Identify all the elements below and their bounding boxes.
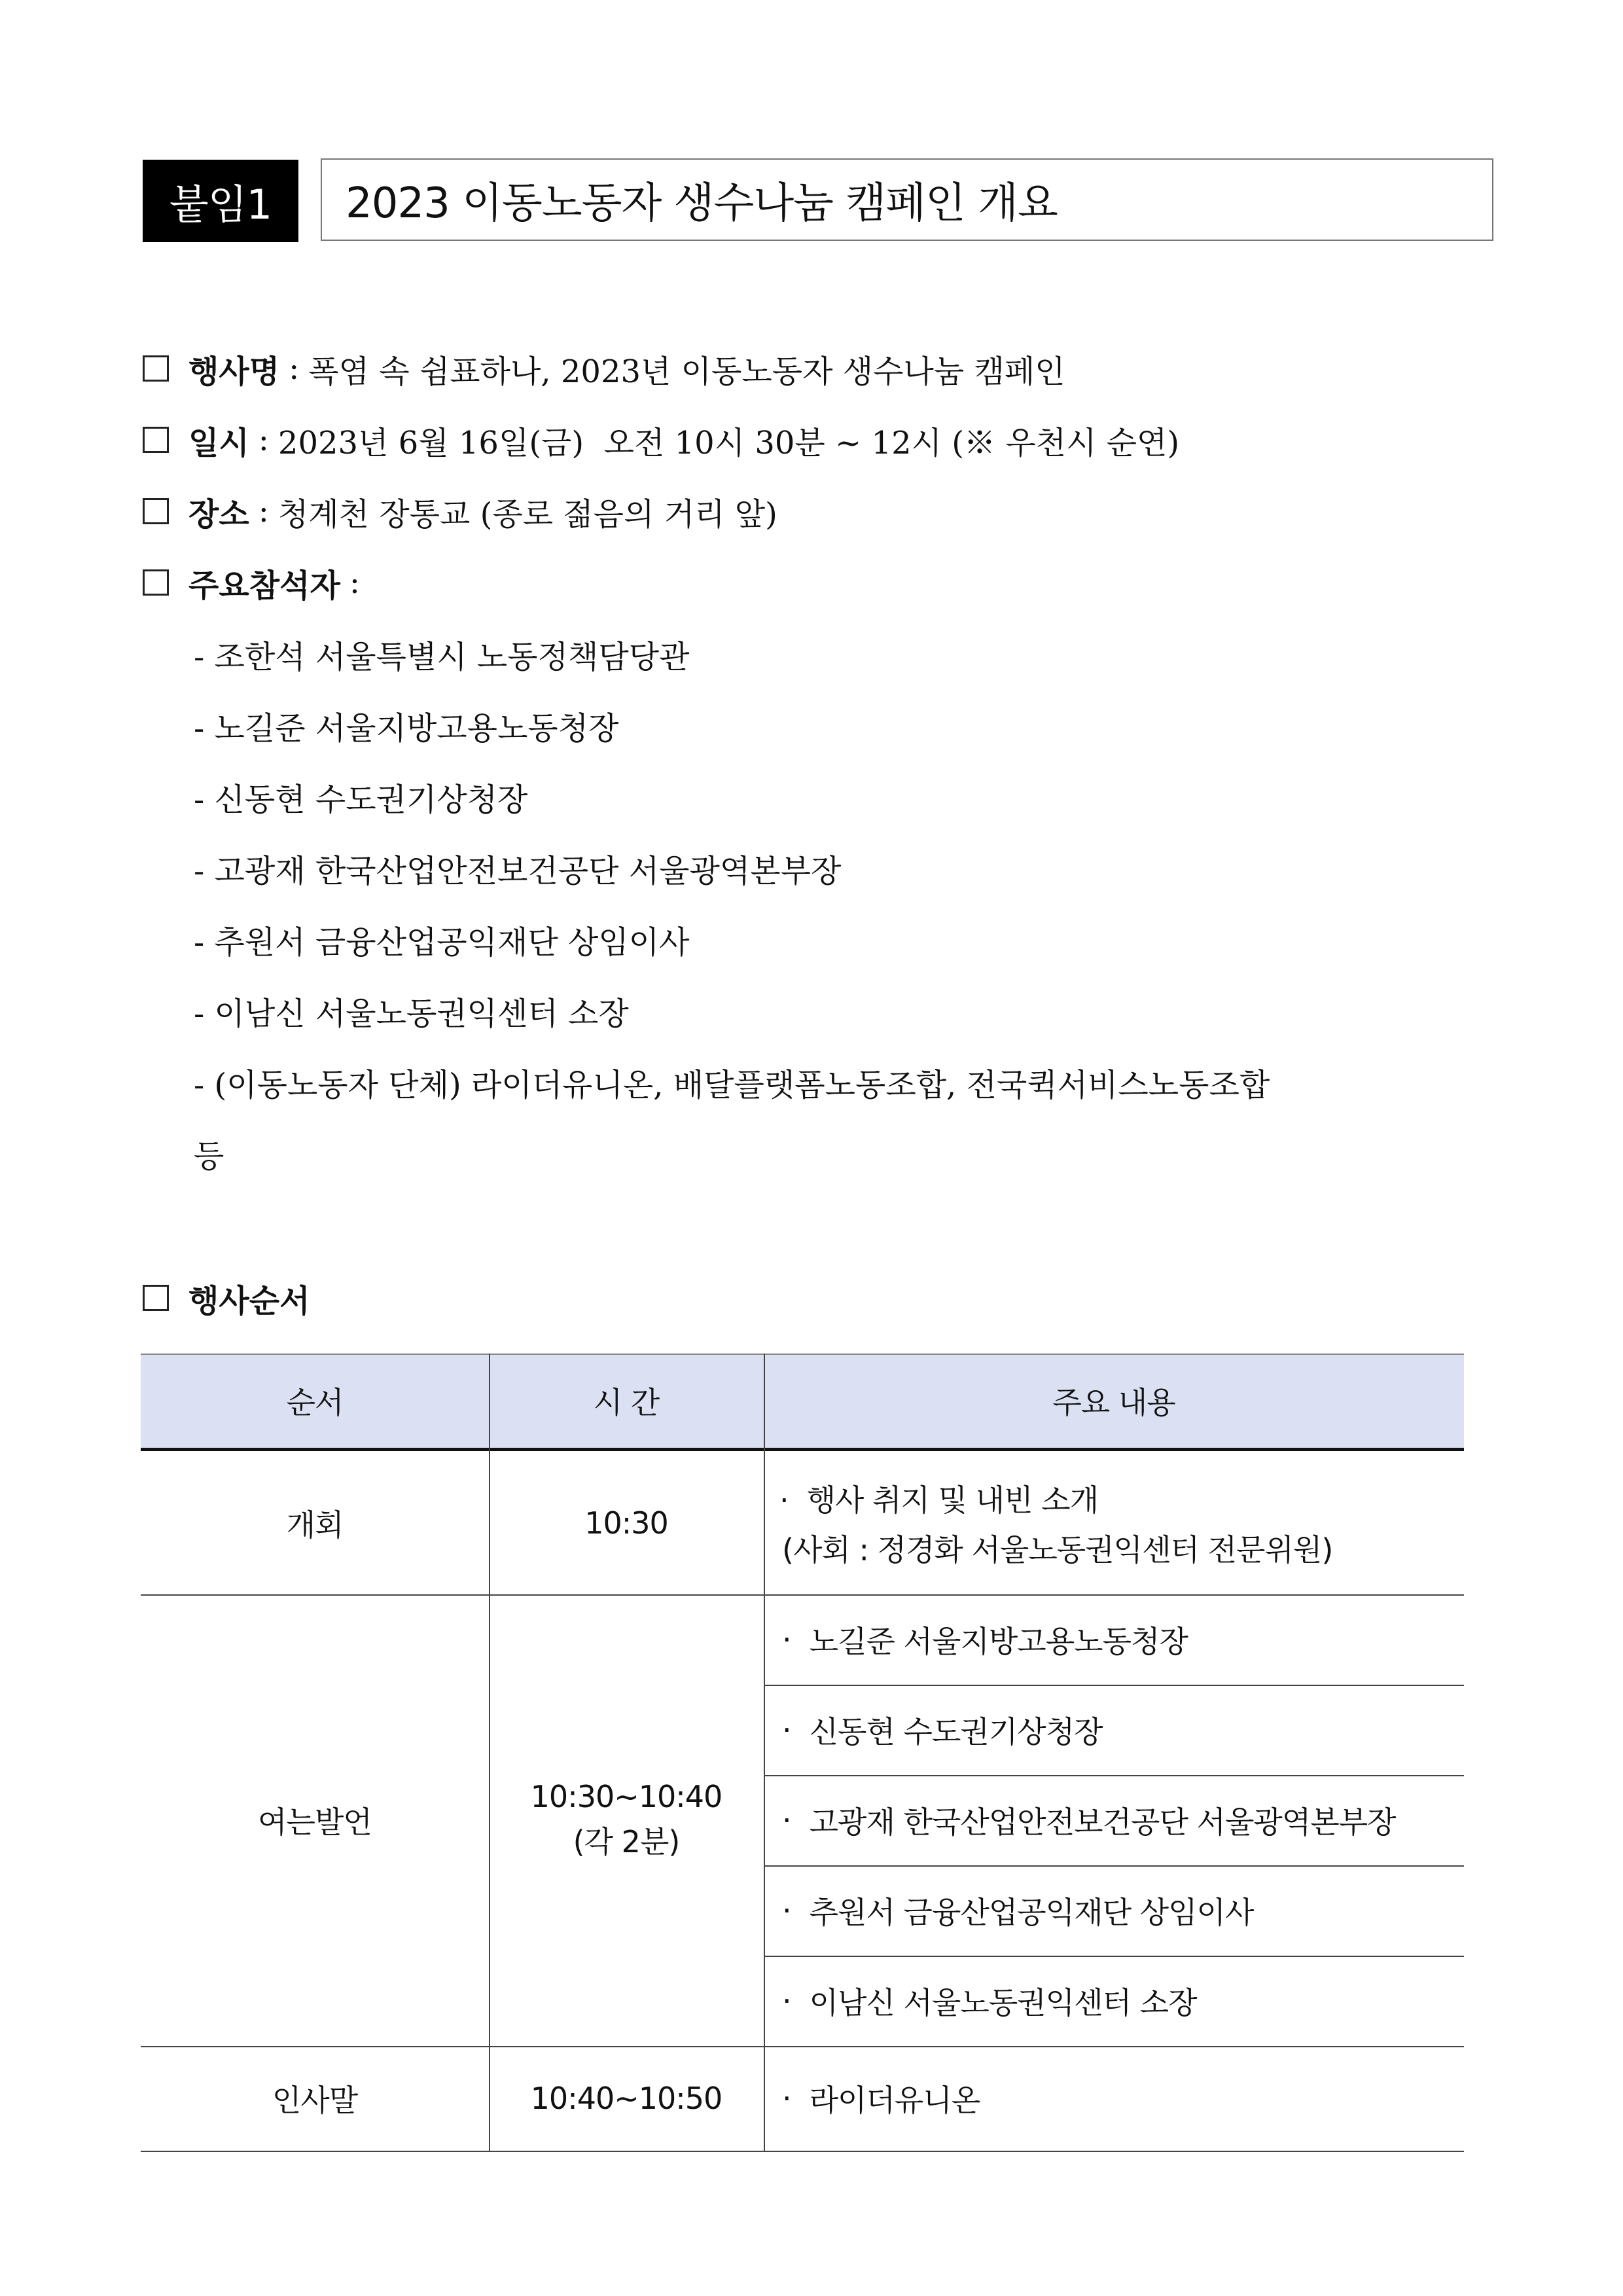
table-subrow-divider xyxy=(764,1775,1464,1776)
attendee-item: - 이남신 서울노동권익센터 소장 xyxy=(194,995,629,1032)
row-content-opening xyxy=(764,1452,1464,1594)
row-order-opening: 개회 xyxy=(286,1507,344,1543)
content-item xyxy=(764,1865,1464,1956)
place-value: 청계천 장통교 (종로 젊음의 거리 앞) xyxy=(277,495,777,533)
row-order-greeting: 인사말 xyxy=(272,2083,358,2118)
attendee-item: - 노길준 서울지방고용노동청장 xyxy=(194,709,619,747)
bullet-icon: · xyxy=(779,1482,789,1518)
checkbox-square-icon xyxy=(143,355,169,382)
checkbox-square-icon xyxy=(143,427,169,453)
row-time-opening: 10:30 xyxy=(584,1505,668,1541)
time-note: (각 2분) xyxy=(573,1824,680,1859)
datetime-line xyxy=(143,417,1179,463)
content-text: 이남신 서울노동권익센터 소장 xyxy=(809,1985,1197,2020)
separator: : xyxy=(289,350,300,387)
table-subrow-divider xyxy=(764,1685,1464,1686)
schedule-heading xyxy=(143,1275,310,1321)
checkbox-square-icon xyxy=(143,498,169,524)
bullet-icon: · xyxy=(782,1622,791,1657)
attendee-item: - (이동노동자 단체) 라이더유니온, 배달플랫폼노동조합, 전국퀵서비스노동조합 xyxy=(194,1066,1270,1103)
content-text: 노길준 서울지방고용노동청장 xyxy=(809,1624,1188,1659)
row-time-opening-remarks xyxy=(489,1594,764,2046)
content-note: (사회 : 정경화 서울노동권익센터 전문위원) xyxy=(782,1532,1333,1568)
event-name-value: 폭염 속 쉼표하나, 2023년 이동노동자 생수나눔 캠페인 xyxy=(308,353,1065,390)
bullet-icon: · xyxy=(782,2081,791,2116)
datetime-value: 2023년 6월 16일(금) 오전 10시 30분 ~ 12시 (※ 우천시 순연) xyxy=(277,424,1180,461)
content-text: 행사 취지 및 내빈 소개 xyxy=(806,1482,1099,1518)
separator: : xyxy=(258,493,269,529)
table-column-divider xyxy=(489,1354,490,2152)
row-time-greeting: 10:40~10:50 xyxy=(530,2081,722,2116)
content-item xyxy=(779,1477,1098,1520)
bullet-icon: · xyxy=(782,1983,791,2018)
attendee-item-tail: 등 xyxy=(194,1138,224,1175)
place-label: 장소 xyxy=(188,495,249,533)
column-header-content: 주요 내용 xyxy=(764,1354,1464,1448)
document-title-text: 2023 이동노동자 생수나눔 캠페인 개요 xyxy=(346,179,1058,228)
attendees-line xyxy=(143,560,369,605)
time-range: 10:30~10:40 xyxy=(530,1779,722,1814)
schedule-table xyxy=(141,1354,1464,2165)
attendee-item: - 고광재 한국산업안전보건공단 서울광역본부장 xyxy=(194,852,842,889)
content-text: 고광재 한국산업안전보건공단 서울광역본부장 xyxy=(809,1804,1396,1840)
separator: : xyxy=(258,422,269,458)
table-subrow-divider xyxy=(764,1956,1464,1957)
schedule-label: 행사순서 xyxy=(188,1282,310,1319)
content-text: 추원서 금융산업공익재단 상임이사 xyxy=(809,1895,1254,1930)
content-text: 라이더유니온 xyxy=(809,2083,980,2118)
table-header-border xyxy=(141,1448,1464,1451)
document-title xyxy=(321,158,1493,241)
column-header-time: 시 간 xyxy=(489,1354,764,1448)
bullet-icon: · xyxy=(782,1803,791,1838)
table-bottom-border xyxy=(141,2151,1464,2152)
table-top-border xyxy=(141,1354,1464,1355)
place-line xyxy=(143,488,777,534)
event-name-line xyxy=(143,346,1065,391)
content-item xyxy=(764,1956,1464,2046)
table-column-divider xyxy=(764,1354,765,2152)
attendee-item: - 조한석 서울특별시 노동정책담당관 xyxy=(194,638,690,675)
separator: : xyxy=(349,564,361,601)
row-order-opening-remarks: 여는발언 xyxy=(258,1804,372,1840)
table-row-divider xyxy=(141,2046,1464,2047)
attendees-label: 주요참석자 xyxy=(188,567,340,604)
content-item xyxy=(764,1775,1464,1865)
content-item xyxy=(764,1594,1464,1685)
datetime-label: 일시 xyxy=(188,424,249,461)
attendee-item: - 신동현 수도권기상청장 xyxy=(194,781,528,818)
bullet-icon: · xyxy=(782,1893,791,1928)
table-subrow-divider xyxy=(764,1865,1464,1867)
attendee-item: - 추원서 금융산업공익재단 상임이사 xyxy=(194,924,690,961)
table-row-divider xyxy=(141,1594,1464,1596)
checkbox-square-icon xyxy=(143,569,169,596)
column-header-order: 순서 xyxy=(141,1354,489,1448)
content-item xyxy=(764,1685,1464,1775)
attachment-tag: 붙임1 xyxy=(143,160,298,242)
bullet-icon: · xyxy=(782,1712,791,1748)
checkbox-square-icon xyxy=(143,1285,169,1311)
content-item xyxy=(764,2046,1464,2151)
event-name-label: 행사명 xyxy=(188,353,280,390)
content-text: 신동현 수도권기상청장 xyxy=(809,1714,1103,1749)
